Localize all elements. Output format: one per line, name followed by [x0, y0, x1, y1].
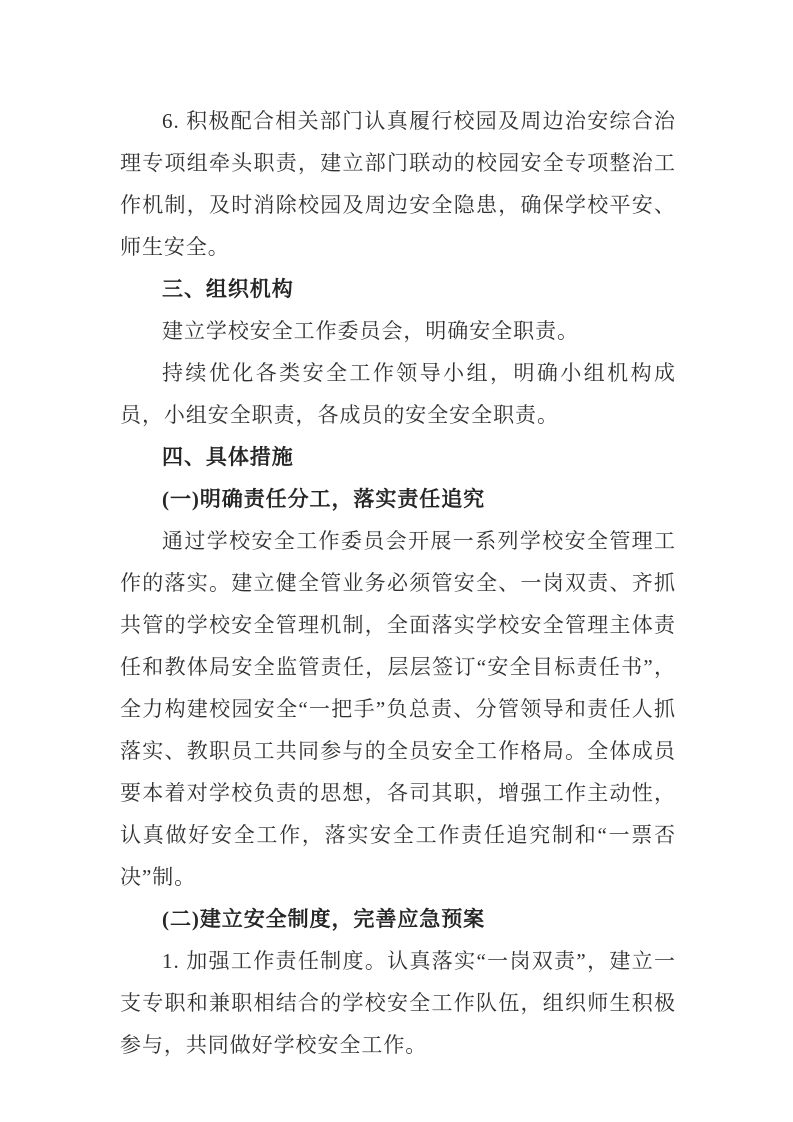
text-body: [120, 100, 676, 1066]
paragraph-work-responsibility-system: 1. 加强工作责任制度。认真落实“一岗双责”，建立一支专职和兼职相结合的学校安全工作队伍，组织师生积极参与，共同做好学校安全工作。: [120, 949, 676, 1057]
paragraph-committee: 建立学校安全工作委员会，明确安全职责。: [162, 319, 579, 343]
paragraph-responsibility-detail: 通过学校安全工作委员会开展一系列学校安全管理工作的落实。建立健全管业务必须管安全、一岗双责、齐抓共管的学校安全管理机制，全面落实学校安全管理主体责任和教体局安全监管责任，层层签订“安全目标责任书”，全力构建校园安全“一把手”负总责、分管领导和责任人抓落实、教职员工共同参与的全员安全工作格局。全体成员要本着对学校负责的思想，各司其职，增强工作主动性，认真做好安全工作，落实安全工作责任追究制和“一票否决”制。: [120, 529, 676, 889]
paragraph-item-6: 6. 积极配合相关部门认真履行校园及周边治安综合治理专项组牵头职责，建立部门联动的校园安全专项整治工作机制，及时消除校园及周边安全隐患，确保学校平安、师生安全。: [120, 109, 676, 259]
subsection-heading-1-responsibility: (一)明确责任分工，落实责任追究: [162, 487, 486, 511]
section-heading-4-measures: 四、具体措施: [162, 445, 294, 469]
paragraph-leading-groups: 持续优化各类安全工作领导小组，明确小组机构成员，小组安全职责，各成员的安全安全职责。: [120, 361, 676, 427]
section-heading-3-organization: 三、组织机构: [162, 277, 294, 301]
subsection-heading-2-safety-system: (二)建立安全制度，完善应急预案: [162, 907, 486, 931]
